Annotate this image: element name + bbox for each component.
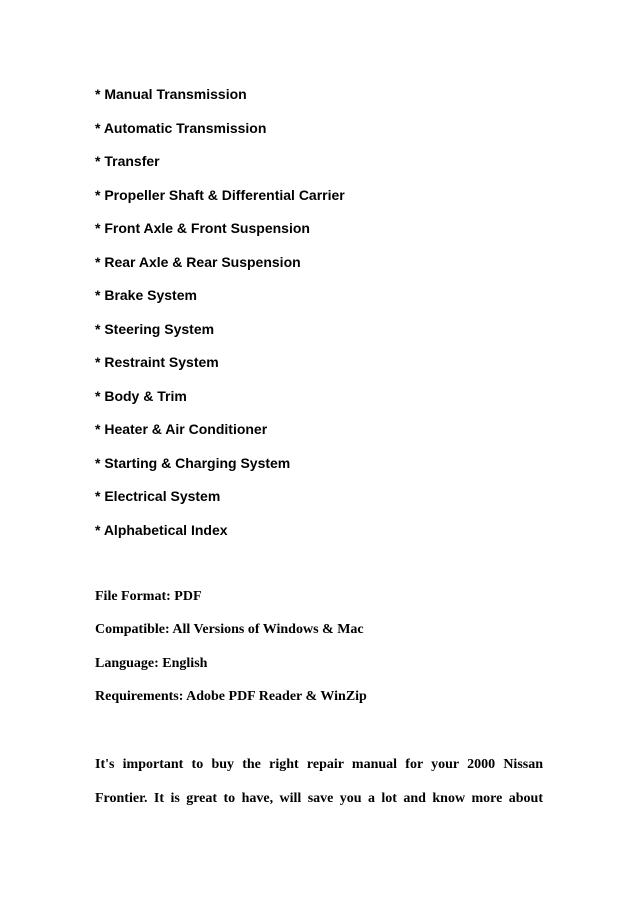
toc-item-rear-axle: * Rear Axle & Rear Suspension bbox=[95, 254, 301, 270]
toc-item-propeller-shaft: * Propeller Shaft & Differential Carrier bbox=[95, 187, 345, 203]
toc-item-alphabetical-index: * Alphabetical Index bbox=[95, 522, 228, 538]
compatible-line: Compatible: All Versions of Windows & Mac bbox=[95, 622, 364, 637]
requirements-line: Requirements: Adobe PDF Reader & WinZip bbox=[95, 689, 367, 704]
toc-item-brake-system: * Brake System bbox=[95, 287, 197, 303]
paragraph-line-2: Frontier. It is great to have, will save you a lot and know more about bbox=[95, 791, 543, 806]
language-line: Language: English bbox=[95, 656, 208, 671]
toc-item-front-axle: * Front Axle & Front Suspension bbox=[95, 220, 310, 236]
file-format-line: File Format: PDF bbox=[95, 589, 202, 604]
toc-item-restraint-system: * Restraint System bbox=[95, 354, 219, 370]
toc-item-body-trim: * Body & Trim bbox=[95, 388, 187, 404]
toc-item-steering-system: * Steering System bbox=[95, 321, 215, 337]
toc-item-automatic-transmission: * Automatic Transmission bbox=[95, 120, 267, 136]
toc-item-manual-transmission: * Manual Transmission bbox=[95, 86, 247, 102]
toc-item-starting-charging: * Starting & Charging System bbox=[95, 455, 291, 471]
toc-item-electrical-system: * Electrical System bbox=[95, 488, 221, 504]
toc-item-transfer: * Transfer bbox=[95, 153, 160, 169]
toc-item-heater-air-conditioner: * Heater & Air Conditioner bbox=[95, 421, 268, 437]
paragraph-line-1: It's important to buy the right repair manual for your 2000 Nissan bbox=[95, 757, 543, 772]
